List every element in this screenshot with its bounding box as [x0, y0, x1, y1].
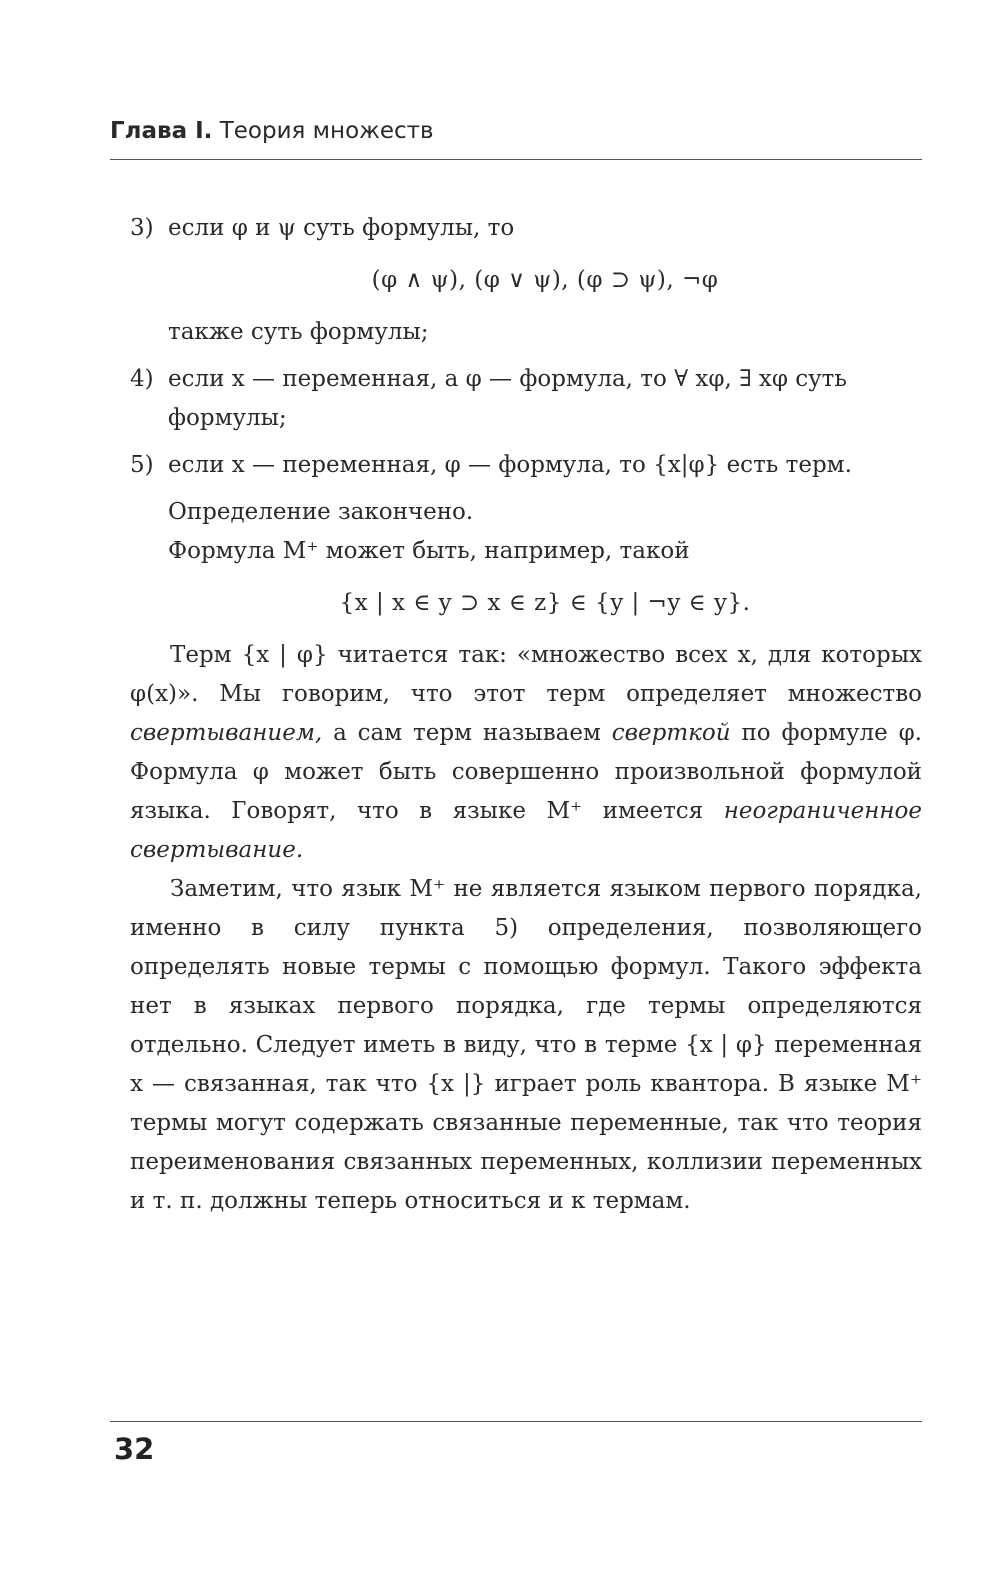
item-number: 3): [130, 215, 154, 241]
item-text: если x — переменная, φ — формула, то {x|φ} есть терм.: [168, 452, 852, 478]
item-number: 5): [130, 452, 154, 478]
item-number: 4): [130, 366, 154, 392]
list-item-5: [130, 446, 922, 485]
list-item-4: [130, 360, 922, 438]
paragraph-text: Терм {x | φ} читается так: «множество всех x, для которых φ(x)». Мы говорим, что этот терм определяет множество: [130, 642, 922, 707]
page-number: 32: [114, 1432, 155, 1466]
header-rule: [110, 159, 922, 160]
emphasis-term: сверткой: [611, 720, 731, 746]
item-text: если φ и ψ суть формулы, то: [168, 215, 515, 241]
connectives-formula: (φ ∧ ψ), (φ ∨ ψ), (φ ⊃ ψ), ¬φ: [371, 267, 719, 293]
item-continuation: также суть формулы;: [168, 319, 429, 345]
example-intro: Формула M⁺ может быть, например, такой: [168, 538, 690, 564]
paragraph-text: по формуле φ. Формула φ может быть совершенно произвольной формулой языка. Говорят, что в языке M⁺ имеется: [130, 720, 922, 824]
footer-rule: [110, 1421, 922, 1422]
example-formula: {x | x ∈ y ⊃ x ∈ z} ∈ {y | ¬y ∈ y}.: [339, 590, 751, 616]
paragraph-comprehension: [130, 636, 922, 870]
paragraph-first-order: Заметим, что язык M⁺ не является языком первого порядка, именно в силу пункта 5) определения, позволяющего определять новые термы с помощью формул. Такого эффекта нет в языках первого порядка, где термы определяются отдельно. Следует иметь в виду, что в терме {x | φ} переменная x — связанная, так что {x |} играет роль квантора. В языке M⁺ термы могут содержать связанные переменные, так что теория переименования связанных переменных, коллизии переменных и т. п. должны теперь относиться и к термам.: [130, 876, 922, 1214]
page-body: [130, 209, 922, 1221]
paragraph-text: а сам терм называем: [322, 720, 612, 746]
emphasis-term: неограниченное свертывание.: [130, 798, 922, 863]
running-head: [110, 118, 434, 144]
emphasis-term: свертыванием,: [130, 720, 323, 746]
chapter-title: Теория множеств: [219, 118, 434, 144]
chapter-label: Глава I.: [110, 118, 213, 144]
definition-end: Определение закончено.: [168, 499, 474, 525]
item-text: если x — переменная, а φ — формула, то ∀ xφ, ∃ xφ суть формулы;: [168, 366, 847, 431]
list-item-3: [130, 209, 922, 248]
